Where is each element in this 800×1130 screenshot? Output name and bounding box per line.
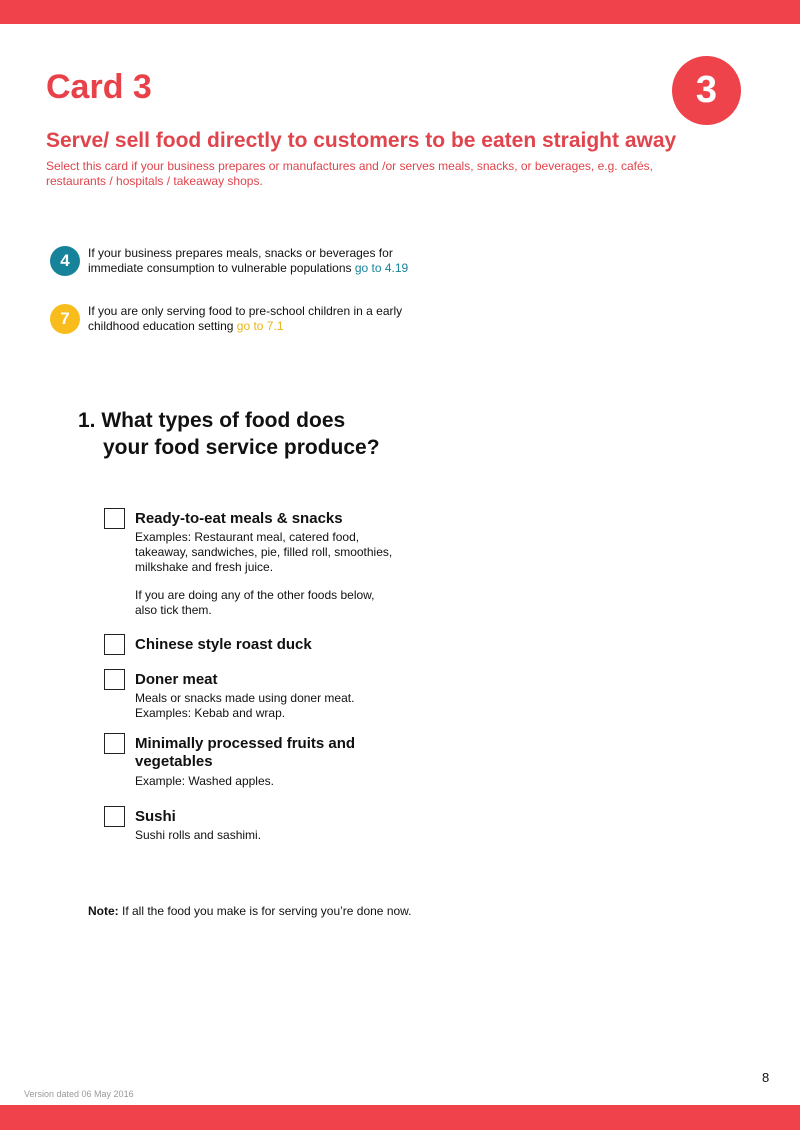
option-description: Sushi rolls and sashimi. [135,828,262,842]
option-title: Minimally processed fruits and vegetables [135,735,356,770]
card-title: Card 3 [46,68,152,106]
note-label: Note: [88,904,119,918]
reference-link[interactable]: go to 7.1 [236,319,284,333]
note [88,904,412,918]
reference-number-badge: 4 [50,246,80,276]
card-number-badge: 3 [672,56,741,125]
reference-link[interactable]: go to 4.19 [354,261,409,275]
option-title: Ready-to-eat meals & snacks [135,510,343,527]
option-description: Example: Washed apples. [135,774,274,788]
checkbox[interactable] [104,508,125,529]
option-description: Examples: Restaurant meal, catered food, takeaway, sandwiches, pie, filled roll, smoothies, milkshake and fresh juice. [135,530,393,574]
checkbox[interactable] [104,806,125,827]
question-line-1: 1. What types of food does [78,409,346,432]
page-number: 8 [762,1070,770,1085]
checkbox[interactable] [104,733,125,754]
option-title: Chinese style roast duck [135,636,312,653]
note-text: If all the food you make is for serving you’re done now. [118,904,412,918]
option-extra-note: If you are doing any of the other foods below, also tick them. [135,588,375,617]
card-intro: Select this card if your business prepares or manufactures and /or serves meals, snacks, or beverages, e.g. cafés, restaurants / hospitals / takeaway shops. [46,159,653,188]
top-accent-bar [0,0,800,24]
checkbox[interactable] [104,669,125,690]
card-subtitle: Serve/ sell food directly to customers to be eaten straight away [46,129,677,152]
option-title: Doner meat [135,671,218,688]
option-title: Sushi [135,808,176,825]
question-line-2: your food service produce? [103,436,380,459]
reference-text [88,246,418,276]
reference-description: If you are only serving food to pre-school children in a early childhood education setting [88,304,403,333]
version-date: Version dated 06 May 2016 [24,1089,134,1099]
reference-description: If your business prepares meals, snacks or beverages for immediate consumption to vulnerable populations [88,246,393,275]
option-description: Meals or snacks made using doner meat. Examples: Kebab and wrap. [135,691,355,720]
bottom-accent-bar [0,1105,800,1130]
reference-text [88,304,418,334]
reference-number-badge: 7 [50,304,80,334]
question-heading [78,407,380,461]
checkbox[interactable] [104,634,125,655]
